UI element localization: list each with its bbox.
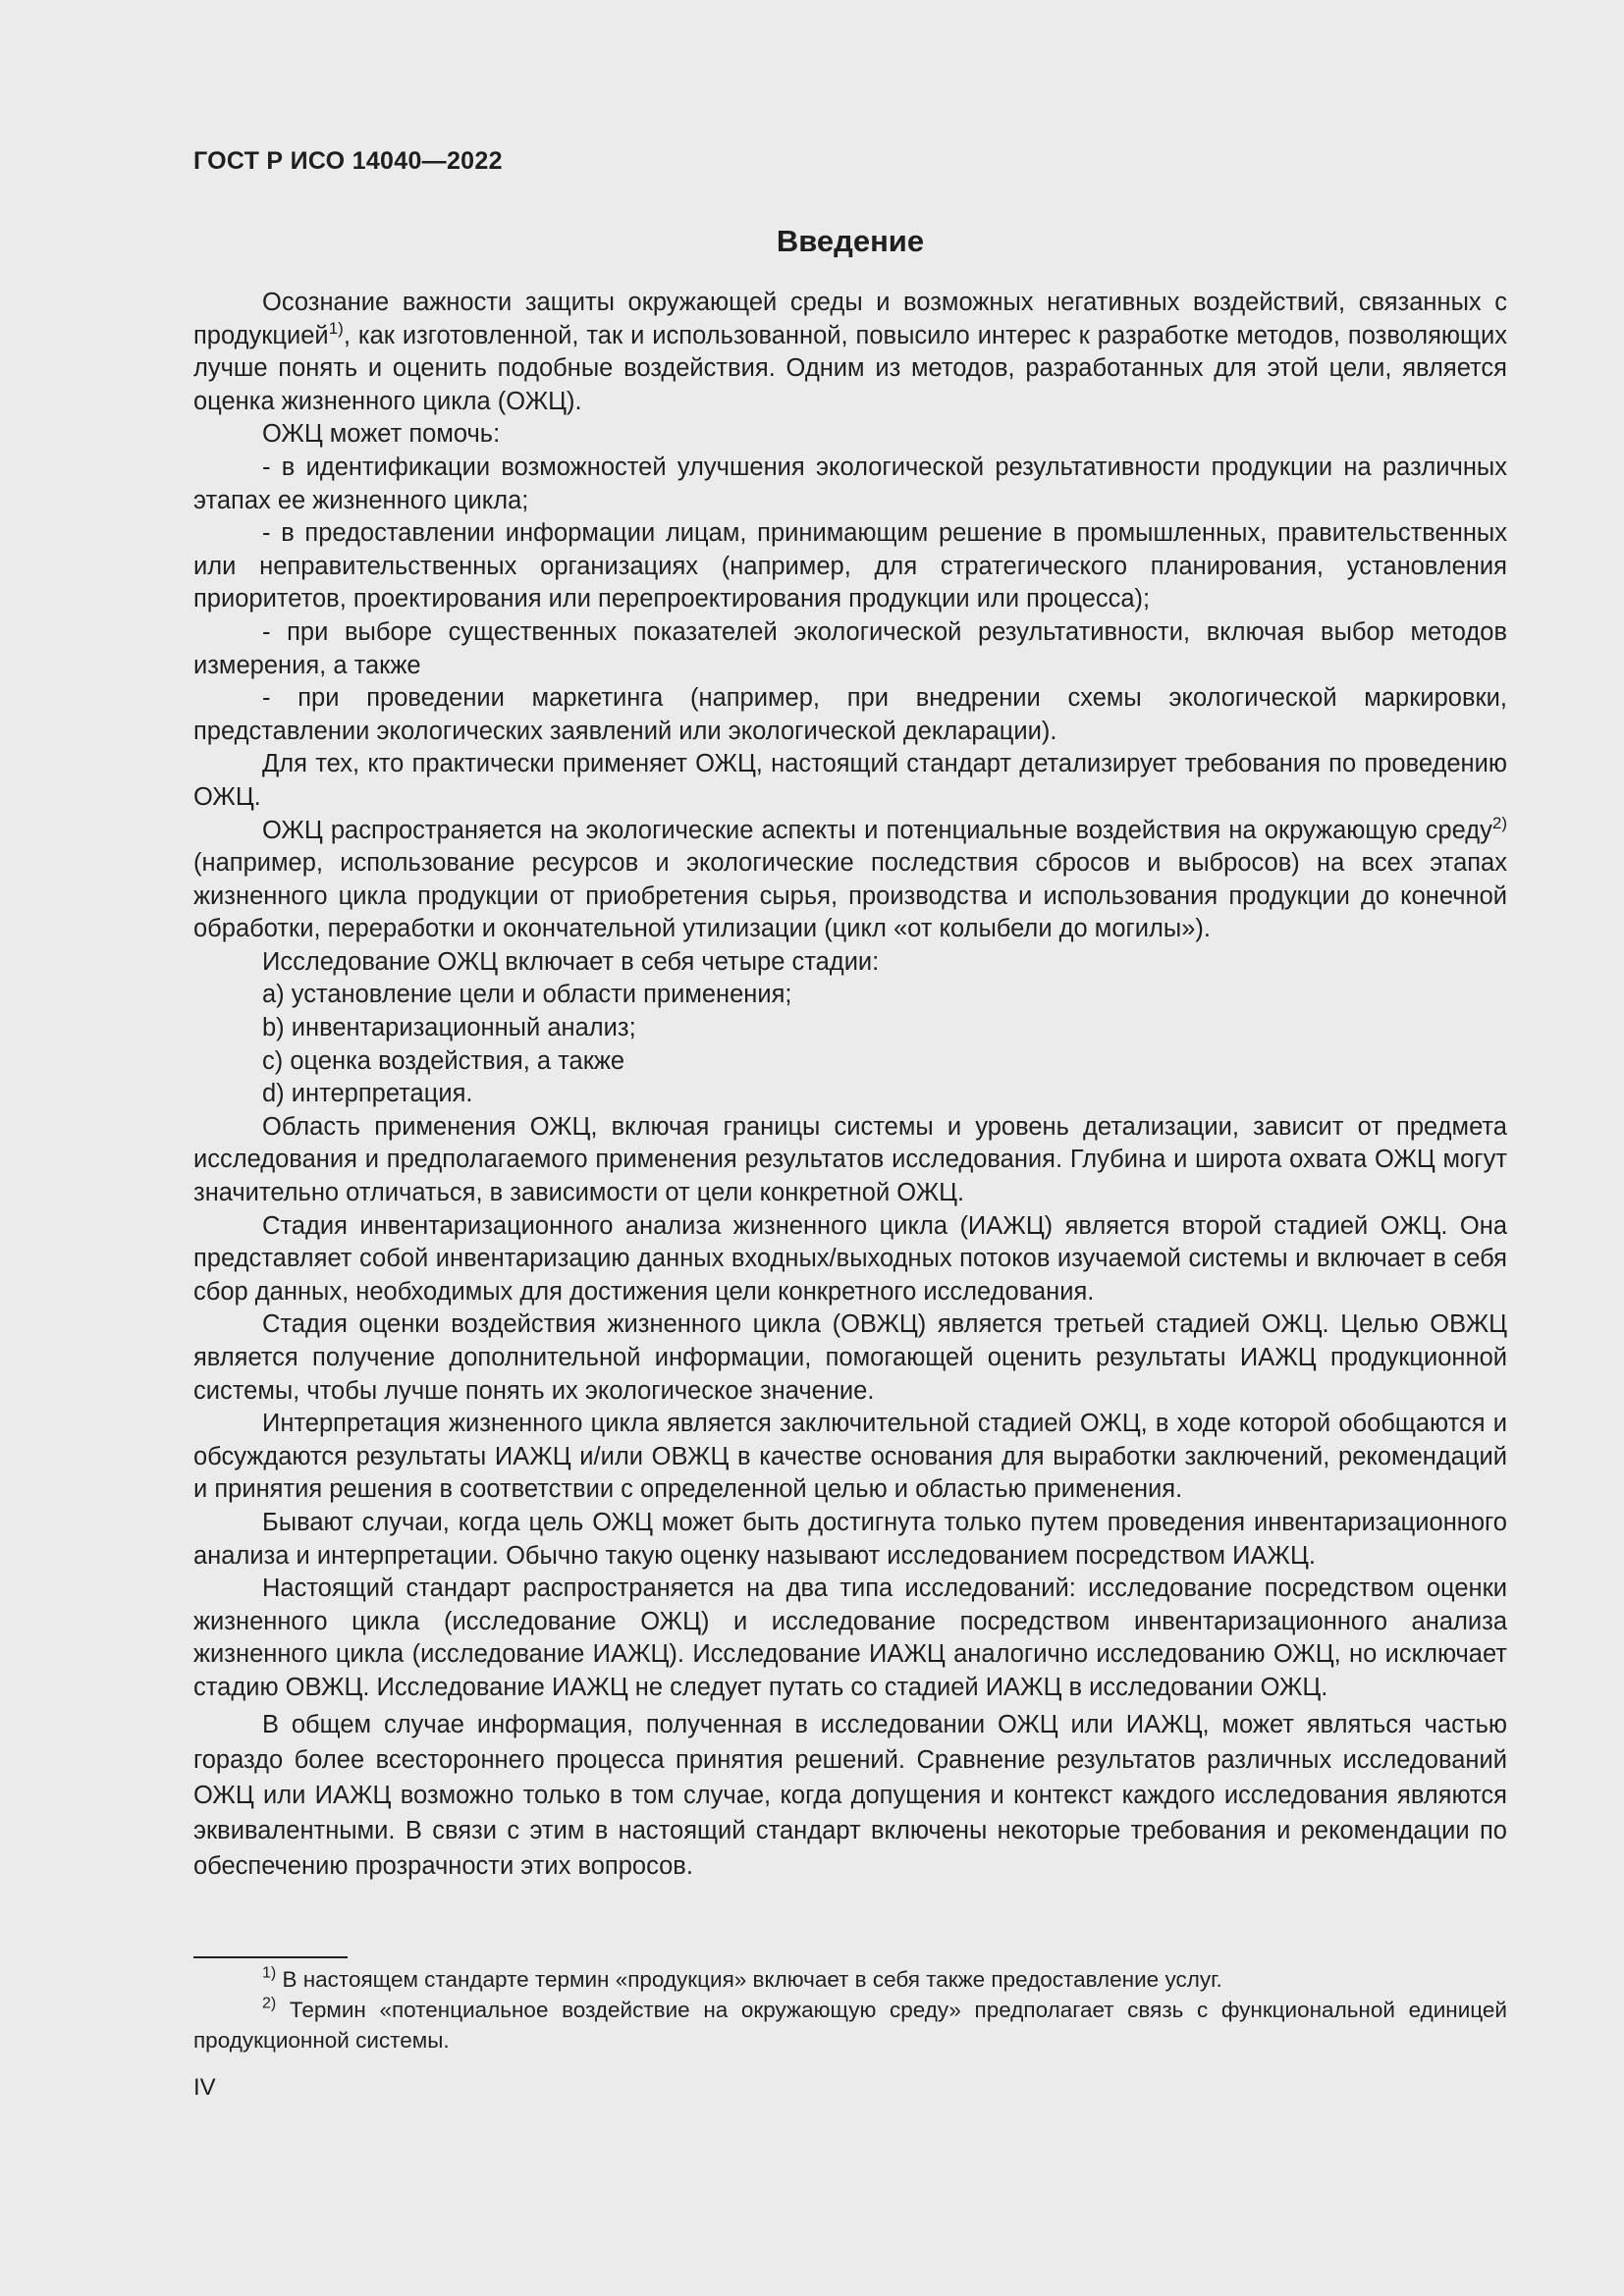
body-text [193, 287, 1507, 1884]
paragraph: Стадия инвентаризационного анализа жизненного цикла (ИАЖЦ) является второй стадией ОЖЦ. Она представляет собой инвентаризацию данных входных/выходных потоков изучаемой системы и включает в себя сбор данных, необходимых для достижения цели конкретного исследования. [193, 1211, 1507, 1306]
list-item: b) инвентаризационный анализ; [262, 1014, 636, 1042]
list-item: - в идентификации возможностей улучшения экологической результативности продукции на различных этапах ее жизненного цикла; [193, 453, 1507, 514]
footnotes [193, 1964, 1507, 2056]
paragraph: Исследование ОЖЦ включает в себя четыре стадии: [262, 947, 880, 976]
footnote-mark: 1) [262, 1964, 277, 1982]
paragraph: В общем случае информация, полученная в исследовании ОЖЦ или ИАЖЦ, может являться частью гораздо более всестороннего процесса принятия решений. Сравнение результатов различных исследований ОЖЦ или ИАЖЦ возможно только в том случае, когда допущения и контекст каждого исследования являются эквивалентными. В связи с этим в настоящий стандарт включены некоторые требования и рекомендации по обеспечению прозрачности этих вопросов. [193, 1710, 1507, 1880]
footnote-ref: 1) [328, 318, 344, 338]
list-item: d) интерпретация. [262, 1080, 473, 1108]
footnote [193, 1964, 1507, 1995]
list-item: a) установление цели и области применения; [262, 981, 792, 1009]
paragraph: ОЖЦ может помочь: [262, 420, 501, 449]
paragraph [193, 287, 1507, 418]
list-item: c) оценка воздействия, а также [262, 1046, 625, 1075]
paragraph: Область применения ОЖЦ, включая границы системы и уровень детализации, зависит от предмета исследования и предполагаемого применения результатов исследования. Глубина и широта охвата ОЖЦ могут значительно отличаться, в зависимости от цели конкретной ОЖЦ. [193, 1112, 1507, 1207]
footnote-divider [193, 1956, 348, 1958]
footnote-ref: 2) [1491, 813, 1507, 832]
paragraph: Для тех, кто практически применяет ОЖЦ, настоящий стандарт детализирует требования по проведению ОЖЦ. [193, 750, 1507, 811]
text: ОЖЦ распространяется на экологические аспекты и потенциальные воздействия на окружающую среду [262, 816, 1492, 844]
paragraph: Интерпретация жизненного цикла является заключительной стадией ОЖЦ, в ходе которой обобщаются и обсуждаются результаты ИАЖЦ и/или ОВЖЦ в качестве основания для выработки заключений, рекомендаций и принятия решения в соответствии с определенной целью и областью применения. [193, 1410, 1507, 1504]
page-number: IV [193, 2074, 216, 2101]
text: , как изготовленной, так и использованной, повысило интерес к разработке методов, позволяющих лучше понять и оценить подобные воздействия. Одним из методов, разработанных для этой цели, является оценка жизненного цикла (ОЖЦ). [193, 321, 1507, 415]
paragraph: Настоящий стандарт распространяется на два типа исследований: исследование посредством оценки жизненного цикла (исследование ОЖЦ) и исследование посредством инвентаризационного анализа жизненного цикла (исследование ИАЖЦ). Исследование ИАЖЦ аналогично исследованию ОЖЦ, но исключает стадию ОВЖЦ. Исследование ИАЖЦ не следует путать со стадией ИАЖЦ в исследовании ОЖЦ. [193, 1575, 1507, 1701]
footnote-mark: 2) [262, 1995, 277, 2012]
list-item: - при выборе существенных показателей экологической результативности, включая выбор методов измерения, а также [193, 617, 1507, 679]
paragraph: Бывают случаи, когда цель ОЖЦ может быть достигнута только путем проведения инвентаризационного анализа и интерпретации. Обычно такую оценку называют исследованием посредством ИАЖЦ. [193, 1508, 1507, 1570]
document-header: ГОСТ Р ИСО 14040—2022 [193, 147, 503, 175]
text: Осознание важности защиты окружающей среды и возможных негативных воздействий, связанных с продукцией [193, 289, 1507, 349]
text: (например, использование ресурсов и экологические последствия сбросов и выбросов) на всех этапах жизненного цикла продукции от приобретения сырья, производства и использования продукции до конечной обработки, переработки и окончательной утилизации (цикл «от колыбели до могилы»). [193, 849, 1507, 943]
text: В настоящем стандарте термин «продукция» включает в себя также предоставление услуг. [276, 1967, 1222, 1992]
paragraph [193, 815, 1507, 946]
list-item: - при проведении маркетинга (например, при внедрении схемы экологической маркировки, представлении экологических заявлений или экологической декларации). [193, 684, 1507, 745]
list-item: - в предоставлении информации лицам, принимающим решение в промышленных, правительственных или неправительственных организациях (например, для стратегического планирования, установления приоритетов, проектирования или перепроектирования продукции или процесса); [193, 519, 1507, 614]
footnote [193, 1995, 1507, 2056]
section-title: Введение [776, 224, 925, 258]
paragraph: Стадия оценки воздействия жизненного цикла (ОВЖЦ) является третьей стадией ОЖЦ. Целью ОВЖЦ является получение дополнительной информации, помогающей оценить результаты ИАЖЦ продукционной системы, чтобы лучше понять их экологическое значение. [193, 1310, 1507, 1405]
text: Термин «потенциальное воздействие на окружающую среду» предполагает связь с функциональной единицей продукционной системы. [193, 1998, 1507, 2053]
